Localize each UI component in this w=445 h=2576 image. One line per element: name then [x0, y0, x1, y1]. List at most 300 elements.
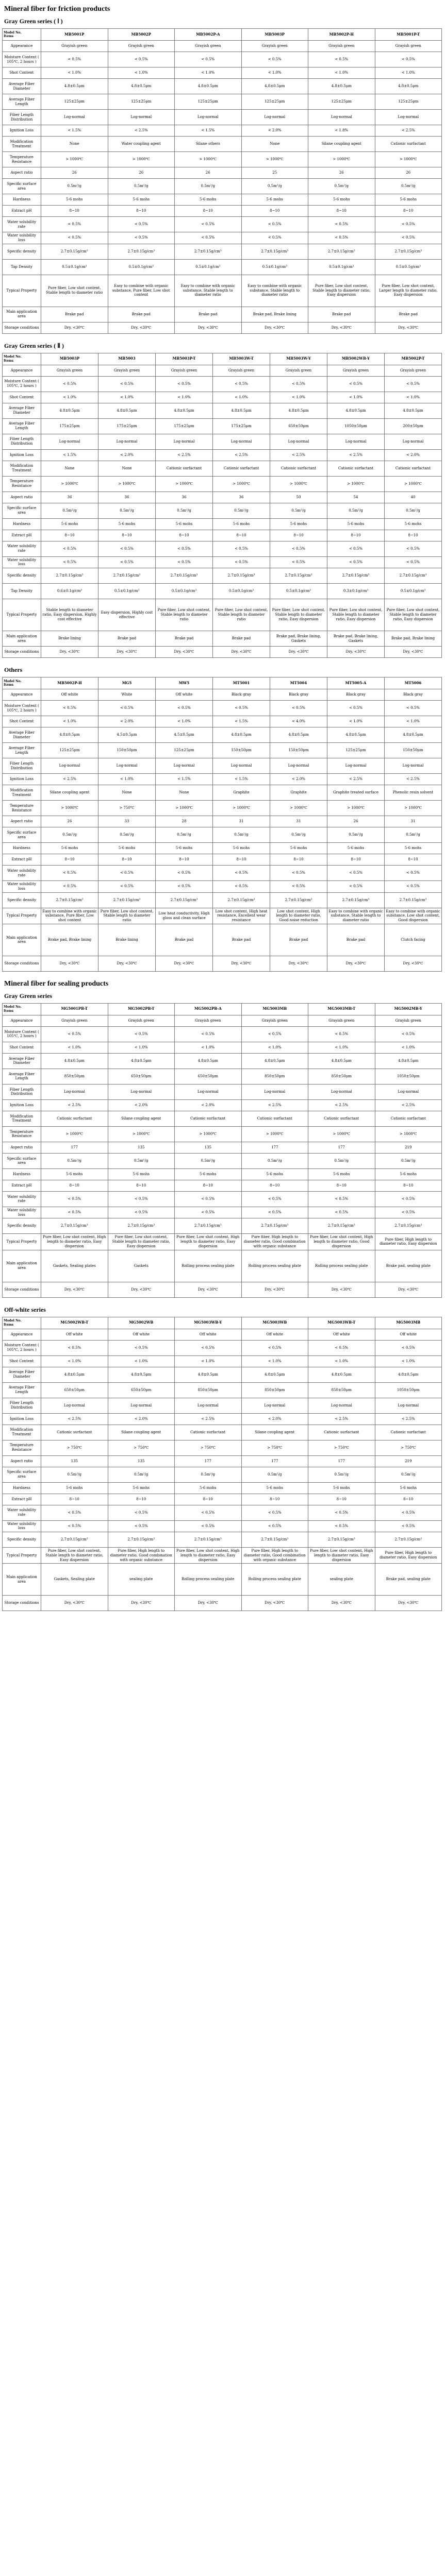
row-label: Hardness: [3, 1482, 41, 1494]
table-cell: < 2.5%: [241, 1099, 308, 1111]
table-cell: < 0.5%: [241, 1207, 308, 1218]
table-cell: < 0.5%: [41, 866, 98, 881]
table-cell: Water coupling agent: [108, 137, 175, 152]
table-cell: Log-normal: [213, 758, 270, 774]
table-cell: Log-normal: [41, 758, 98, 774]
table-cell: < 0.5%: [385, 376, 442, 392]
row-label: Water solubility rate: [3, 1191, 41, 1207]
row-label: Fiber Length Distribution: [3, 434, 41, 449]
table-cell: Graphite: [213, 785, 270, 801]
table-cell: 850±50μm: [241, 1069, 308, 1084]
table-cell: Log-normal: [175, 1398, 242, 1413]
table-cell: < 0.5%: [156, 376, 213, 392]
table-row: [3, 1111, 442, 1126]
row-label: Average Fiber Length: [3, 1382, 41, 1398]
table-cell: < 0.5%: [175, 1340, 242, 1355]
table-cell: 2.7±0.15g/cm³: [98, 568, 156, 584]
table-cell: 8~10: [375, 1180, 442, 1191]
table-cell: > 750℃: [108, 1440, 175, 1455]
row-label: Average Fiber Diameter: [3, 727, 41, 743]
table-cell: 175±25μm: [98, 418, 156, 434]
table-cell: > 750℃: [241, 1440, 308, 1455]
table-cell: < 2.0%: [98, 716, 156, 727]
table-row: [3, 1340, 442, 1355]
row-label: Specific density: [3, 892, 41, 908]
table-cell: Graphite treated surface: [327, 785, 385, 801]
table-cell: Dry, <30℃: [108, 1282, 175, 1297]
table-header-row: [3, 29, 442, 41]
table-row: [3, 758, 442, 774]
row-label: Shot Content: [3, 1042, 41, 1053]
table-cell: 0.5m²/g: [213, 827, 270, 843]
table-cell: < 1.0%: [375, 1042, 442, 1053]
row-label: Fiber Length Distribution: [3, 758, 41, 774]
table-cell: Pure fiber, High length to diameter ratio, Good combination with organic substance: [241, 1234, 308, 1250]
table-cell: 125±25μm: [156, 743, 213, 758]
row-label: Moisture Content ( 105℃, 2 hours ): [3, 52, 41, 67]
table-cell: Cationic surfactant: [385, 461, 442, 476]
table-cell: < 1.0%: [385, 392, 442, 403]
table-cell: 2.7±0.15g/cm³: [108, 1218, 175, 1234]
table-cell: < 0.5%: [241, 1191, 308, 1207]
table-cell: Black gray: [213, 689, 270, 701]
table-row: [3, 1168, 442, 1180]
table-cell: < 0.5%: [156, 541, 213, 556]
table-row: [3, 1191, 442, 1207]
table-cell: < 0.5%: [108, 1340, 175, 1355]
model-header: MB5003W-T: [213, 353, 270, 365]
table-cell: 175±25μm: [156, 418, 213, 434]
row-label: Moisture Content ( 105℃, 2 hours ): [3, 1026, 41, 1042]
table-cell: < 2.0%: [385, 449, 442, 461]
table-cell: < 0.5%: [375, 1026, 442, 1042]
table-cell: Brake pad: [156, 924, 213, 956]
table-cell: 8~10: [156, 854, 213, 866]
table-cell: sealing plate: [308, 1564, 375, 1596]
table-cell: < 0.5%: [327, 376, 385, 392]
table-cell: 0.5±0.1g/cm³: [108, 259, 175, 275]
table-cell: < 0.5%: [308, 1191, 375, 1207]
table-cell: 1050±50μm: [375, 1069, 442, 1084]
table-cell: 36: [98, 492, 156, 503]
table-cell: Cationic surfactant: [327, 461, 385, 476]
table-cell: < 1.5%: [213, 774, 270, 785]
table-cell: 8~10: [375, 1494, 442, 1505]
table-cell: 2.7±0.15g/cm³: [327, 568, 385, 584]
table-row: [3, 1413, 442, 1425]
table-cell: < 0.5%: [108, 1026, 175, 1042]
table-row: [3, 1218, 442, 1234]
table-cell: < 0.5%: [308, 1026, 375, 1042]
table-cell: Pure fiber, Low shot content, Larger length to diameter ratio, Easy dispersion: [375, 275, 442, 307]
table-cell: 5-6 mohs: [156, 843, 213, 854]
row-label: Extract pH: [3, 530, 41, 541]
table-row: [3, 1382, 442, 1398]
table-cell: Grayish green: [375, 41, 442, 52]
table-cell: > 1000℃: [270, 476, 327, 492]
corner-model-label: Model No.: [4, 679, 22, 683]
row-label: Storage conditions: [3, 1596, 41, 1611]
table-cell: < 2.5%: [375, 125, 442, 137]
table-cell: 0.5m²/g: [241, 1467, 308, 1482]
table-cell: < 1.0%: [41, 716, 98, 727]
table-cell: 8~10: [108, 206, 175, 217]
table-cell: Pure fiber, High length to diameter ratio, Good combination with organic substance: [108, 1548, 175, 1564]
table-cell: 177: [308, 1455, 375, 1467]
model-header: MB5003P: [41, 353, 98, 365]
row-label: Shot Content: [3, 1355, 41, 1367]
table-cell: < 2.0%: [98, 449, 156, 461]
table-cell: < 1.0%: [308, 1355, 375, 1367]
table-row: [3, 1520, 442, 1532]
table-cell: 40: [385, 492, 442, 503]
table-cell: < 1.0%: [98, 392, 156, 403]
table-cell: < 1.0%: [41, 392, 98, 403]
table-cell: < 2.5%: [327, 774, 385, 785]
table-cell: Brake pad, Brake lining: [41, 924, 98, 956]
model-header: MG5003MB: [375, 1317, 442, 1329]
table-cell: < 0.5%: [41, 701, 98, 716]
table-cell: Brake pad: [41, 307, 108, 322]
table-cell: Pure fiber, Low shot content, Stable length to diameter ratio, Easy dispersion: [108, 1234, 175, 1250]
row-label: Hardness: [3, 518, 41, 530]
table-cell: 135: [108, 1142, 175, 1153]
table-row: [3, 137, 442, 152]
table-cell: 200±50μm: [385, 418, 442, 434]
table-cell: < 0.5%: [327, 701, 385, 716]
row-label: Extract pH: [3, 1180, 41, 1191]
table-cell: < 0.5%: [375, 1505, 442, 1520]
table-cell: Log-normal: [241, 110, 308, 125]
table-cell: 36: [156, 492, 213, 503]
table-cell: 850±50μm: [41, 1069, 108, 1084]
table-cell: < 1.0%: [156, 392, 213, 403]
table-cell: Easy to combine with organic substance, Stable length to diameter ratio: [241, 275, 308, 307]
table-cell: < 0.5%: [41, 376, 98, 392]
model-header: MB5001P: [41, 29, 108, 41]
corner-model-label: Model No.: [4, 1005, 22, 1009]
table-cell: < 0.5%: [327, 556, 385, 568]
table-cell: Pure fiber, Low shot content, Stable length to diameter ratio, Easy dispersion: [327, 599, 385, 631]
table-cell: < 2.0%: [108, 1413, 175, 1425]
table-row: [3, 1069, 442, 1084]
table-row: [3, 727, 442, 743]
table-cell: Stable length to diameter ratio, Easy dispersion, Highly cost effective: [41, 599, 98, 631]
table-cell: 4.8±0.5μm: [327, 403, 385, 418]
table-corner: [3, 1317, 41, 1329]
table-cell: Silane others: [175, 137, 242, 152]
table-cell: > 1000℃: [213, 801, 270, 816]
table-cell: 2.7±0.15g/cm³: [175, 244, 242, 259]
table-row: [3, 568, 442, 584]
table-cell: 2.7±0.15g/cm³: [270, 892, 327, 908]
sealing-sections: [2, 992, 443, 1612]
table-cell: 5-6 mohs: [41, 518, 98, 530]
model-header: MG5003MB-T: [308, 1003, 375, 1015]
table-cell: None: [41, 461, 98, 476]
table-cell: 8~10: [108, 1180, 175, 1191]
table-cell: 125±25μm: [327, 743, 385, 758]
table-row: [3, 541, 442, 556]
row-label: Average Fiber Diameter: [3, 1053, 41, 1069]
table-cell: Brake pad: [175, 307, 242, 322]
table-cell: 0.5m²/g: [241, 179, 308, 194]
table-cell: < 1.0%: [308, 1042, 375, 1053]
model-header: MB5003W-Y: [270, 353, 327, 365]
row-label: Specific density: [3, 244, 41, 259]
table-row: [3, 1015, 442, 1026]
row-label: Moisture Content ( 105℃, 2 hours ): [3, 701, 41, 716]
table-cell: 26: [308, 167, 375, 179]
table-row: [3, 1180, 442, 1191]
row-label: Water solubility rate: [3, 1505, 41, 1520]
table-cell: > 1000℃: [327, 801, 385, 816]
table-cell: Grayish green: [41, 365, 98, 376]
table-cell: 5-6 mohs: [241, 1168, 308, 1180]
table-cell: 650±50μm: [108, 1069, 175, 1084]
table-cell: > 1000℃: [98, 476, 156, 492]
row-label: Aspect ratio: [3, 1455, 41, 1467]
corner-items-label: Items: [4, 359, 14, 363]
table-cell: Cationic surfactant: [213, 461, 270, 476]
table-cell: Brake pad, sealing plate: [375, 1564, 442, 1596]
table-cell: 8~10: [270, 854, 327, 866]
table-cell: Brake pad: [156, 631, 213, 647]
table-cell: < 2.5%: [41, 1099, 108, 1111]
table-row: [3, 881, 442, 893]
table-cell: < 0.5%: [213, 541, 270, 556]
table-cell: 0.5m²/g: [270, 827, 327, 843]
model-header: MG5002WB: [108, 1317, 175, 1329]
table-cell: < 0.5%: [375, 217, 442, 232]
model-header: MB5002P-H: [308, 29, 375, 41]
table-cell: < 0.5%: [156, 881, 213, 893]
table-cell: 2.7±0.15g/cm³: [327, 892, 385, 908]
corner-model-label: Model No.: [4, 355, 22, 359]
model-header: MT5001: [213, 677, 270, 689]
row-label: Ignition Loss: [3, 449, 41, 461]
table-cell: 26: [41, 167, 108, 179]
row-label: Extract pH: [3, 206, 41, 217]
table-cell: > 1000℃: [156, 476, 213, 492]
table-cell: Silane coupling agent: [241, 1425, 308, 1440]
table-row: [3, 631, 442, 647]
table-cell: Brake pad: [327, 924, 385, 956]
row-label: Main application area: [3, 1250, 41, 1282]
table-cell: Dry, <30℃: [156, 647, 213, 658]
table-cell: < 1.0%: [175, 1355, 242, 1367]
table-cell: Dry, <30℃: [241, 1282, 308, 1297]
table-cell: < 1.5%: [213, 716, 270, 727]
table-cell: 5-6 mohs: [241, 1482, 308, 1494]
table-cell: Silane coupling agent: [108, 1111, 175, 1126]
table-cell: Dry, <30℃: [308, 322, 375, 333]
table-cell: Rolling process sealing plate: [241, 1250, 308, 1282]
table-cell: Brake pad, Brake lining: [385, 631, 442, 647]
table-cell: > 1000℃: [375, 1126, 442, 1142]
table-cell: 0.5m²/g: [175, 1153, 242, 1168]
table-row: [3, 52, 442, 67]
table-cell: Dry, <30℃: [385, 956, 442, 971]
table-row: [3, 1207, 442, 1218]
table-cell: Off white: [308, 1329, 375, 1340]
table-row: [3, 827, 442, 843]
table-cell: Grayish green: [308, 41, 375, 52]
table-cell: 177: [241, 1142, 308, 1153]
table-cell: < 1.5%: [41, 449, 98, 461]
table-cell: < 2.0%: [270, 774, 327, 785]
table-cell: 2.7±0.15g/cm³: [213, 568, 270, 584]
table-cell: < 1.0%: [108, 1355, 175, 1367]
table-cell: Dry, <30℃: [375, 1282, 442, 1297]
table-cell: < 0.5%: [41, 217, 108, 232]
table-cell: < 0.5%: [308, 1505, 375, 1520]
table-cell: Dry, <30℃: [108, 322, 175, 333]
table-cell: 2.7±0.15g/cm³: [108, 1532, 175, 1548]
table-cell: < 0.5%: [308, 1340, 375, 1355]
table-cell: Cationic surfactant: [156, 461, 213, 476]
table-cell: Low heat conductivity, High gloss and clean surface: [156, 908, 213, 924]
table-cell: Log-normal: [241, 1398, 308, 1413]
table-row: [3, 167, 442, 179]
model-header: MB5003P: [241, 29, 308, 41]
table-cell: < 2.5%: [270, 449, 327, 461]
table-cell: Grayish green: [98, 365, 156, 376]
table-cell: Log-normal: [308, 1398, 375, 1413]
table-cell: < 4.0%: [270, 716, 327, 727]
table-cell: 5-6 mohs: [41, 194, 108, 206]
table-cell: Pure fiber, High length to diameter ratio, Good combination with organic substance: [241, 1548, 308, 1564]
table-cell: Grayish green: [327, 365, 385, 376]
table-cell: < 0.5%: [108, 217, 175, 232]
table-cell: 5-6 mohs: [108, 194, 175, 206]
table-cell: Rolling process sealing plate: [308, 1250, 375, 1282]
table-cell: Pure fiber, Low shot content, High length to diameter ratio, Good dispersion: [308, 1234, 375, 1250]
table-cell: > 1000℃: [108, 152, 175, 167]
row-label: Specific density: [3, 1218, 41, 1234]
table-cell: 5-6 mohs: [308, 1482, 375, 1494]
table-cell: 5-6 mohs: [41, 1482, 108, 1494]
table-cell: 0.5m²/g: [385, 827, 442, 843]
table-row: [3, 1355, 442, 1367]
table-cell: < 0.5%: [241, 1520, 308, 1532]
table-cell: 5-6 mohs: [175, 1168, 242, 1180]
table-cell: Easy dispersion, Highly cost effective: [98, 599, 156, 631]
table-row: [3, 152, 442, 167]
table-cell: 135: [108, 1455, 175, 1467]
table-cell: 135: [41, 1455, 108, 1467]
table-cell: 8~10: [241, 1180, 308, 1191]
table-header-row: [3, 1003, 442, 1015]
table-cell: 150±50μm: [213, 743, 270, 758]
table-cell: < 1.5%: [156, 774, 213, 785]
table-cell: 8~10: [41, 854, 98, 866]
table-cell: Grayish green: [241, 1015, 308, 1026]
table-row: [3, 743, 442, 758]
table-cell: < 0.5%: [175, 1505, 242, 1520]
row-label: Storage conditions: [3, 956, 41, 971]
table-cell: 1050±50μm: [327, 418, 385, 434]
table-cell: 2.7±0.15g/cm³: [385, 892, 442, 908]
table-row: [3, 843, 442, 854]
table-cell: < 1.0%: [241, 1355, 308, 1367]
table-cell: 177: [175, 1455, 242, 1467]
table-cell: Cationic surfactant: [375, 1111, 442, 1126]
table-cell: Brake lining: [41, 631, 98, 647]
table-cell: < 0.5%: [175, 1520, 242, 1532]
table-cell: 0.5m²/g: [175, 179, 242, 194]
row-label: Specific surface area: [3, 1467, 41, 1482]
table-cell: Dry, <30℃: [41, 647, 98, 658]
row-label: Main application area: [3, 924, 41, 956]
table-cell: 4.8±0.5μm: [241, 79, 308, 94]
row-label: Storage conditions: [3, 1282, 41, 1297]
table-row: [3, 232, 442, 244]
table-cell: Grayish green: [308, 1015, 375, 1026]
model-header: MB5002P: [108, 29, 175, 41]
row-label: Specific surface area: [3, 1153, 41, 1168]
table-cell: 5-6 mohs: [41, 1168, 108, 1180]
table-cell: Dry, <30℃: [41, 1282, 108, 1297]
table-cell: Log-normal: [98, 434, 156, 449]
table-cell: 4.5±0.5μm: [156, 727, 213, 743]
table-cell: 5-6 mohs: [156, 518, 213, 530]
corner-items-label: Items: [4, 1323, 14, 1327]
table-row: [3, 1494, 442, 1505]
table-cell: Dry, <30℃: [270, 647, 327, 658]
table-cell: Low shot content, High length to diameter ratio, Good noise reduction: [270, 908, 327, 924]
table-cell: < 0.5%: [385, 701, 442, 716]
table-cell: 4.8±0.5μm: [213, 403, 270, 418]
table-cell: 2.7±0.15g/cm³: [241, 244, 308, 259]
table-cell: < 0.5%: [270, 866, 327, 881]
table-cell: 0.5m²/g: [308, 1153, 375, 1168]
row-label: Main application area: [3, 631, 41, 647]
row-label: Main application area: [3, 307, 41, 322]
table-cell: 2.7±0.15g/cm³: [175, 1218, 242, 1234]
table-cell: 5-6 mohs: [213, 518, 270, 530]
table-cell: > 1000℃: [175, 1126, 242, 1142]
table-cell: Brake pad, Brake lining: [241, 307, 308, 322]
table-row: [3, 599, 442, 631]
corner-model-label: Model No.: [4, 1319, 22, 1323]
table-cell: 175±25μm: [213, 418, 270, 434]
spec-table: [2, 1317, 442, 1612]
table-cell: 4.8±0.5μm: [41, 403, 98, 418]
section-heading: Gray Green series ( Ⅰ ): [4, 18, 63, 25]
row-label: Fiber Length Distribution: [3, 110, 41, 125]
table-cell: 8~10: [41, 1494, 108, 1505]
table-cell: < 1.0%: [98, 774, 156, 785]
table-cell: Grayish green: [175, 1015, 242, 1026]
table-cell: Low shot content, High heat resistance, Excellent wear resistance: [213, 908, 270, 924]
table-cell: 0.5m²/g: [156, 503, 213, 518]
table-cell: Log-normal: [41, 1084, 108, 1099]
table-cell: 5-6 mohs: [98, 518, 156, 530]
table-cell: Brake pad, sealing plate: [375, 1250, 442, 1282]
table-cell: < 0.5%: [270, 376, 327, 392]
table-cell: Silane coupling agent: [41, 785, 98, 801]
table-cell: Log-normal: [108, 1398, 175, 1413]
table-cell: < 0.5%: [98, 541, 156, 556]
table-cell: Grayish green: [108, 41, 175, 52]
table-cell: Log-normal: [375, 110, 442, 125]
table-cell: 5-6 mohs: [308, 194, 375, 206]
table-cell: 850±50μm: [308, 1382, 375, 1398]
table-cell: < 2.5%: [375, 1099, 442, 1111]
table-cell: 2.7±0.15g/cm³: [375, 1532, 442, 1548]
table-cell: Dry, <30℃: [41, 322, 108, 333]
